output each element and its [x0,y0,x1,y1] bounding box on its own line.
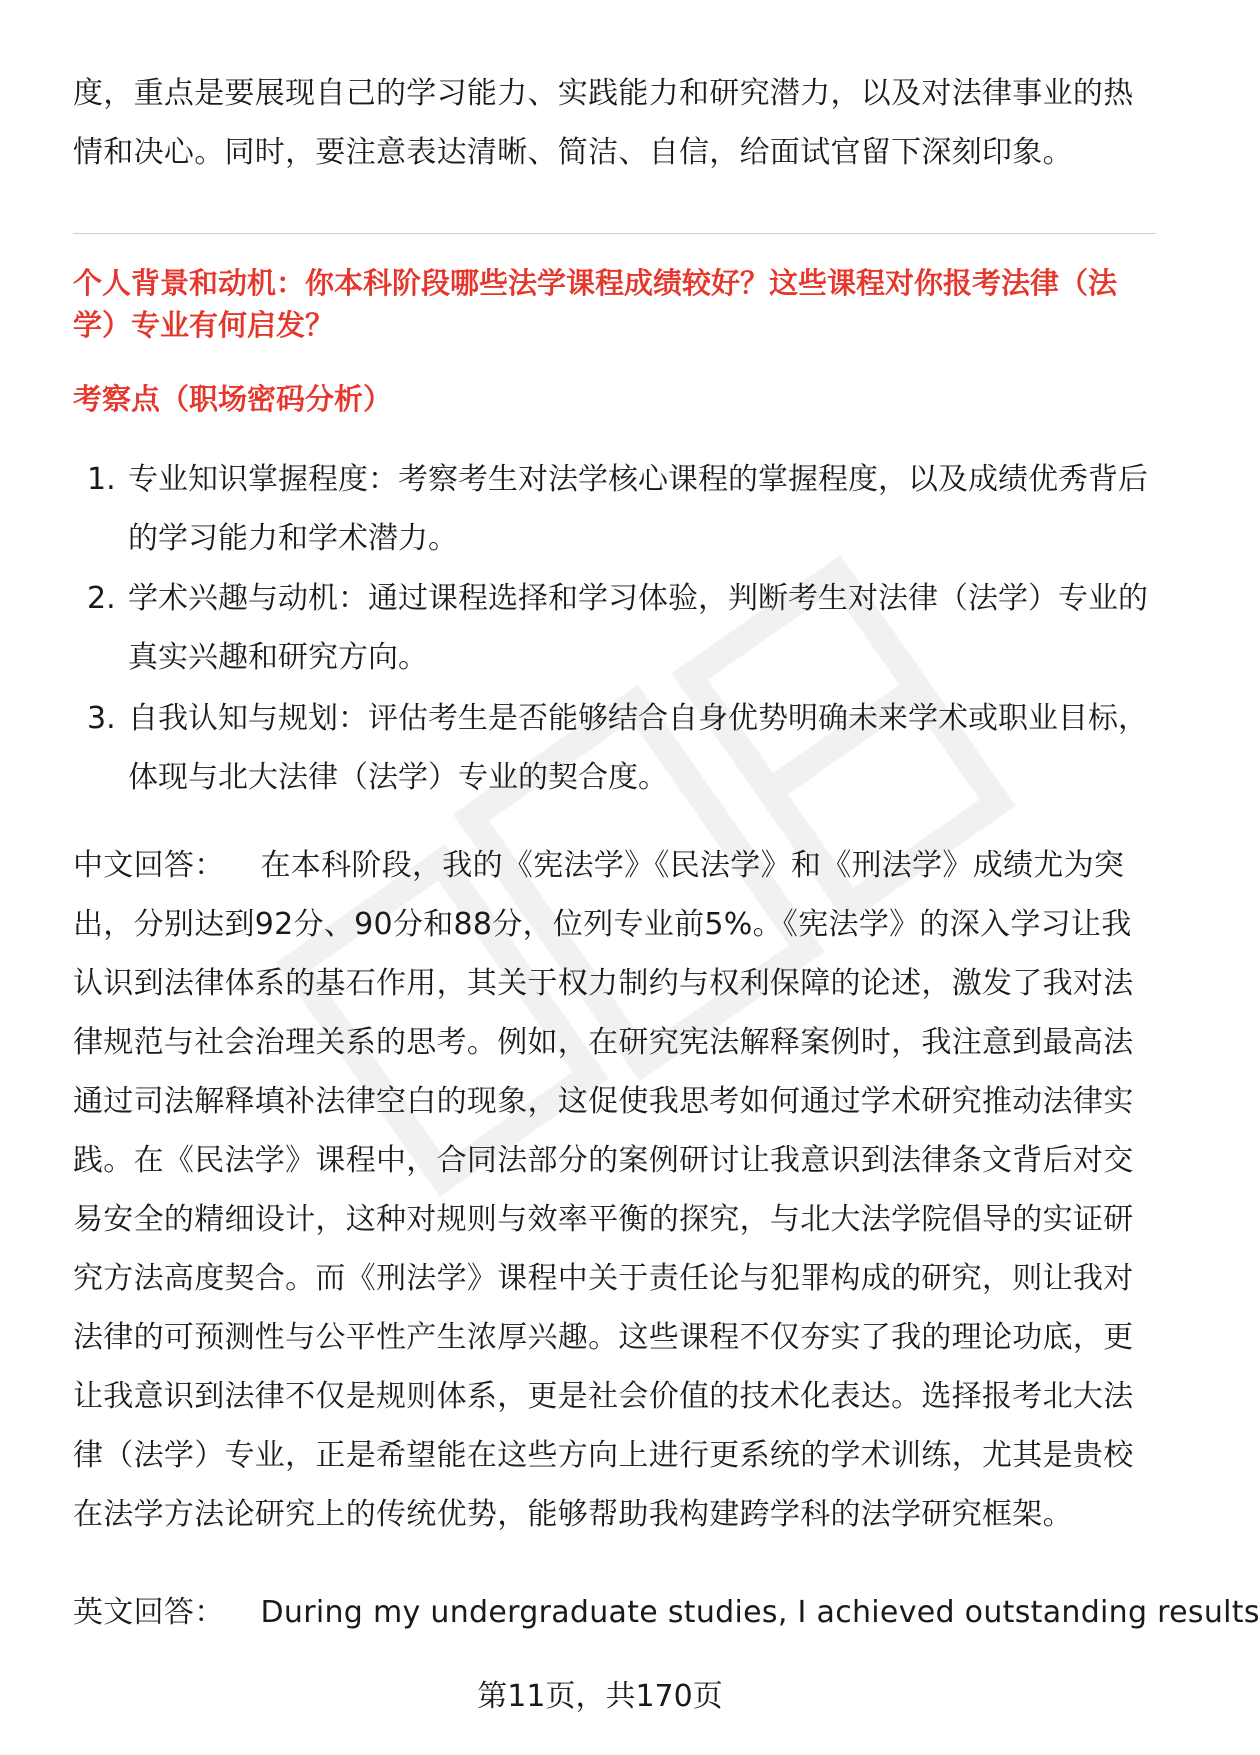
english-answer-label: 英文回答： [73,1595,225,1630]
page-number-footer: 第11页，共170页 [477,1679,723,1714]
item-text: 专业知识掌握程度：考察考生对法学核心课程的掌握程度，以及成绩优秀背后的学习能力和学术潜力。 [128,462,1148,556]
question-heading: 个人背景和动机：你本科阶段哪些法学课程成绩较好？这些课程对你报考法律（法学）专业有何启发？ [73,266,1118,342]
item-number: 2. [87,581,116,616]
item-number: 3. [87,701,116,736]
english-answer-text: During my undergraduate studies, I achieved outstanding results [260,1595,1260,1630]
chinese-answer-paragraph [73,836,1153,1544]
analysis-title: 考察点（职场密码分析） [73,382,393,416]
section-divider [73,233,1156,234]
english-answer-paragraph [73,1583,1260,1642]
intro-paragraph: 度，重点是要展现自己的学习能力、实践能力和研究潜力，以及对法律事业的热情和决心。同时，要注意表达清晰、简洁、自信，给面试官留下深刻印象。 [73,76,1134,170]
item-text: 学术兴趣与动机：通过课程选择和学习体验，判断考生对法律（法学）专业的真实兴趣和研究方向。 [128,581,1148,675]
item-number: 1. [87,462,116,497]
chinese-answer-text: 在本科阶段，我的《宪法学》《民法学》和《刑法学》成绩尤为突出，分别达到92分、90分和88分，位列专业前5%。《宪法学》的深入学习让我认识到法律体系的基石作用，其关于权力制约与权利保障的论述，激发了我对法律规范与社会治理关系的思考。例如，在研究宪法解释案例时，我注意到最高法通过司法解释填补法律空白的现象，这促使我思考如何通过学术研究推动法律实践。在《民法学》课程中，合同法部分的案例研讨让我意识到法律条文背后对交易安全的精细设计，这种对规则与效率平衡的探究，与北大法学院倡导的实证研究方法高度契合。而《刑法学》课程中关于责任论与犯罪构成的研究，则让我对法律的可预测性与公平性产生浓厚兴趣。这些课程不仅夯实了我的理论功底，更让我意识到法律不仅是规则体系，更是社会价值的技术化表达。选择报考北大法律（法学）专业，正是希望能在这些方向上进行更系统的学术训练，尤其是贵校在法学方法论研究上的传统优势，能够帮助我构建跨学科的法学研究框架。 [73,848,1134,1532]
item-text: 自我认知与规划：评估考生是否能够结合自身优势明确未来学术或职业目标，体现与北大法律（法学）专业的契合度。 [128,701,1148,795]
chinese-answer-label: 中文回答： [73,848,225,883]
